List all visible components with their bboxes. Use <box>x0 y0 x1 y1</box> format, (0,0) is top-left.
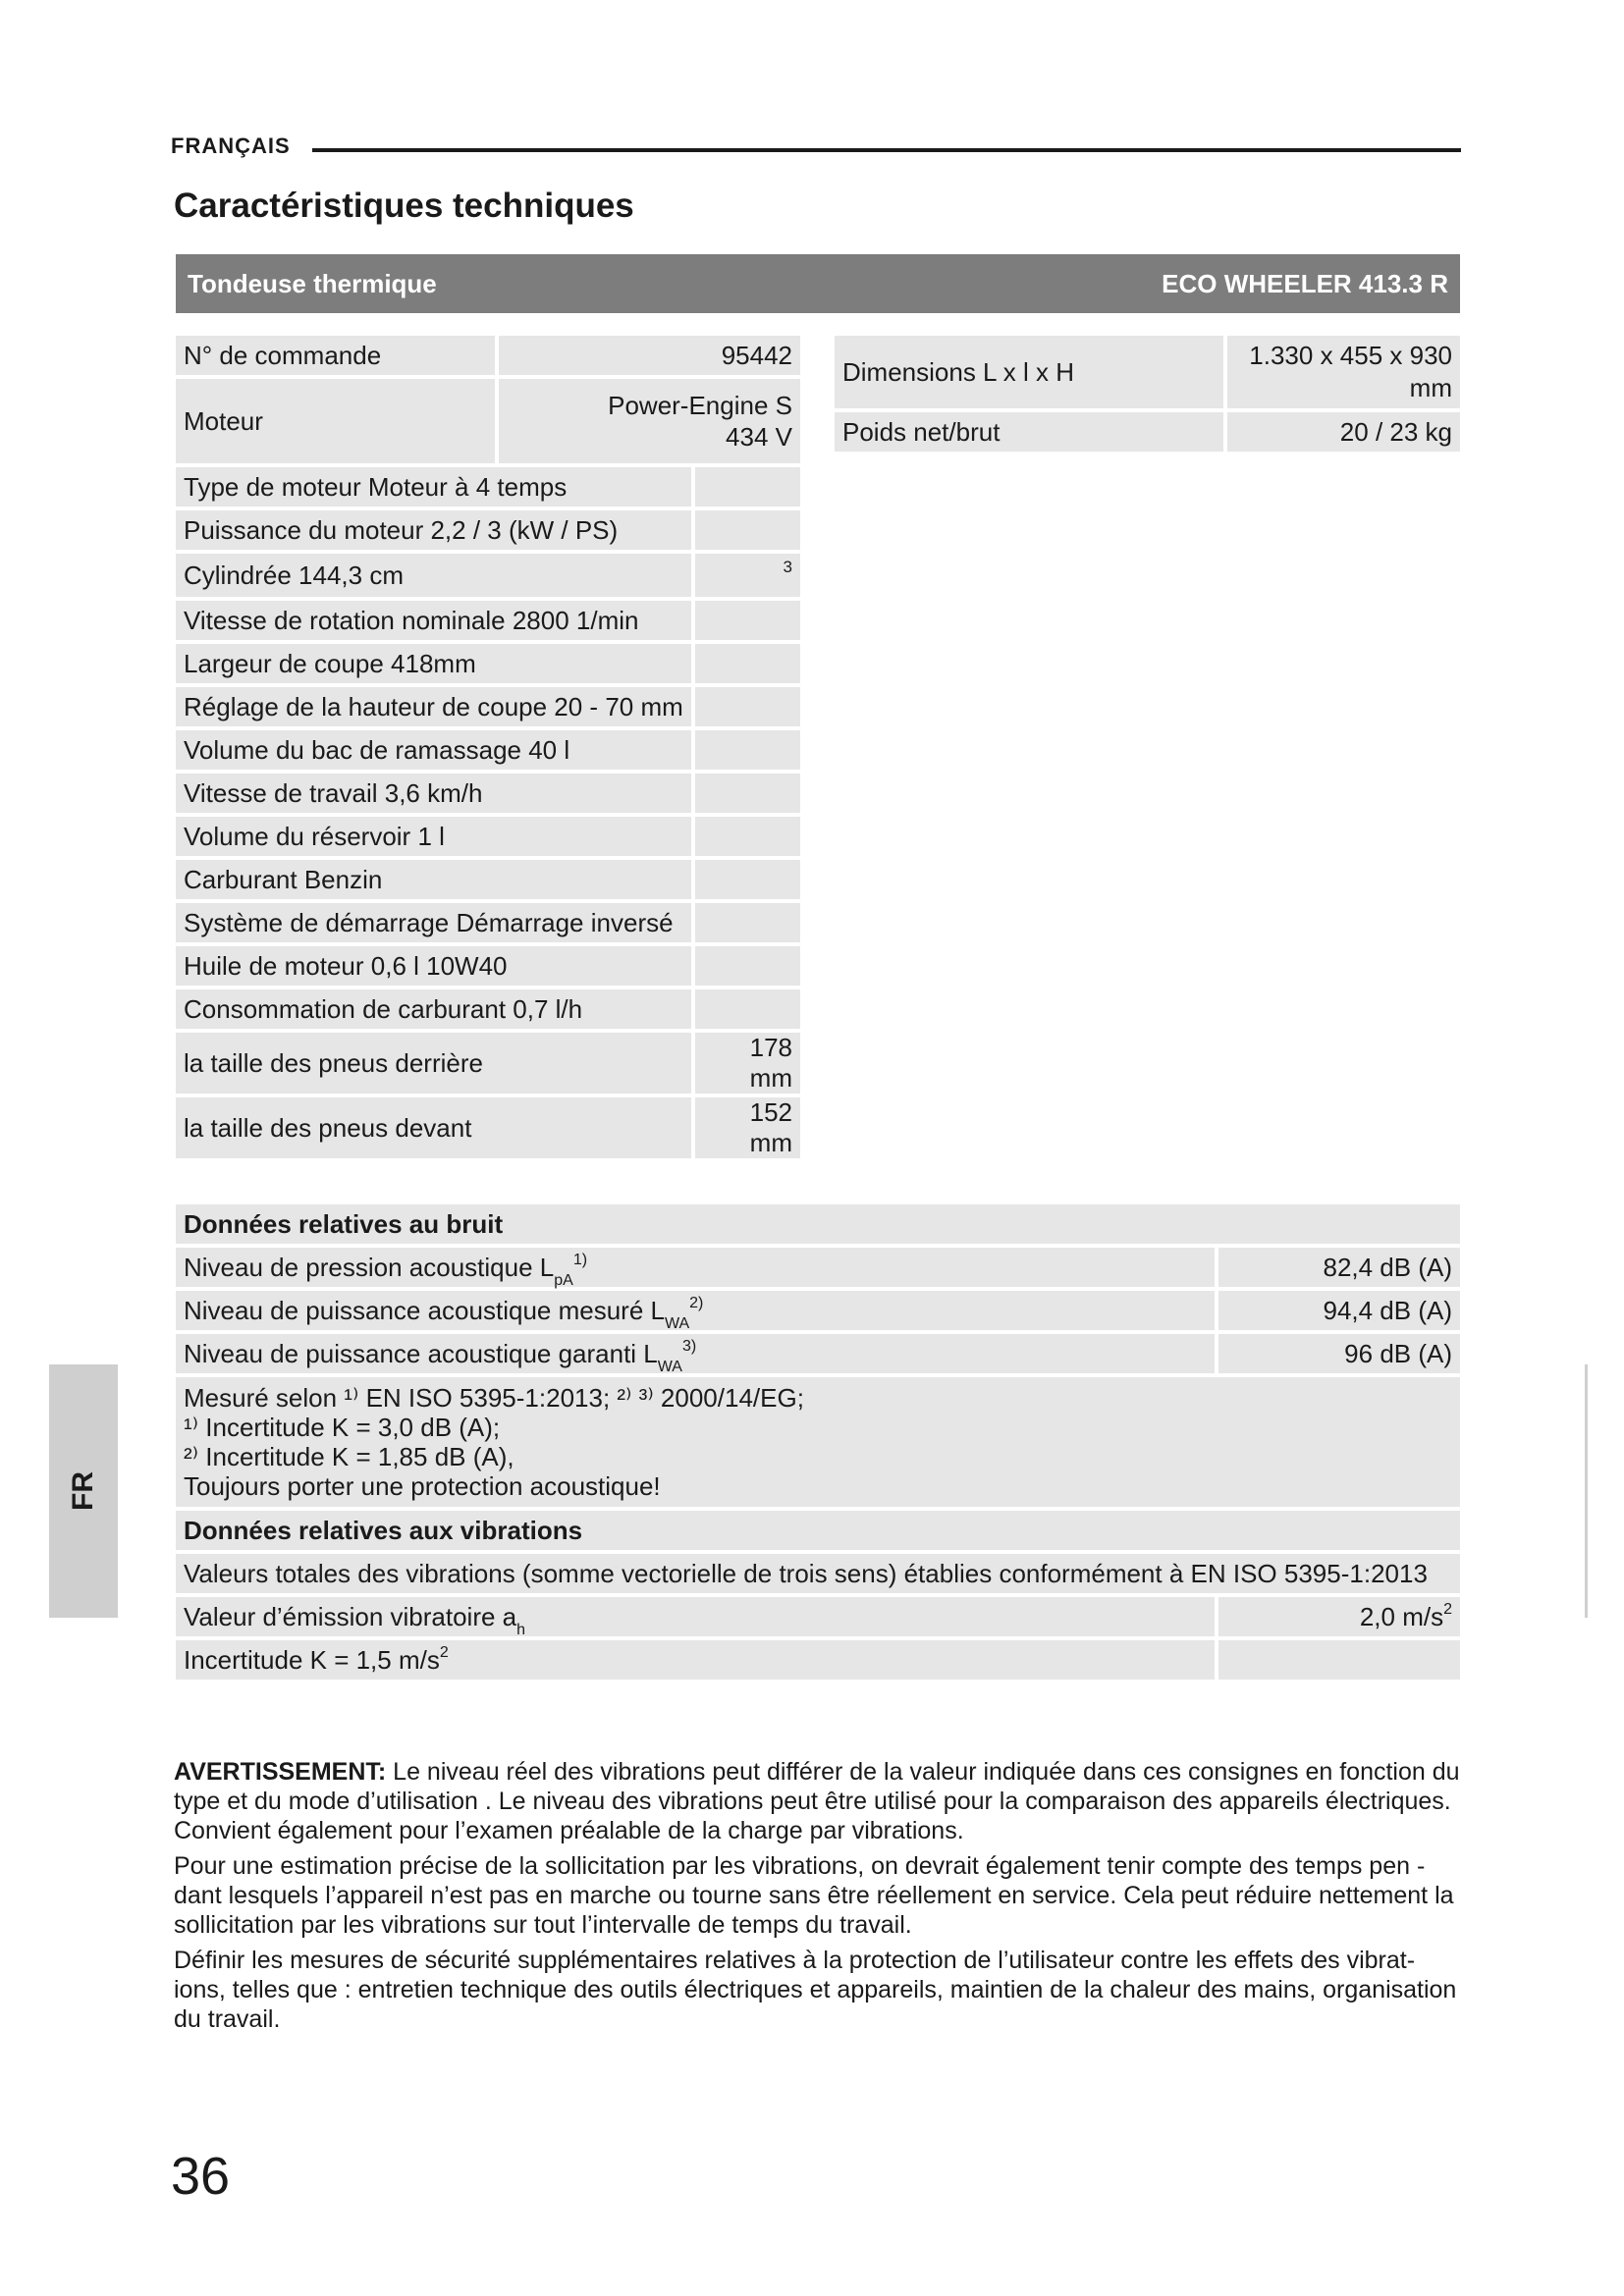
warning-paragraph: Pour une estimation précise de la sollicitation par les vibrations, on devrait également tenir compte des temps pen - dant lesquels l’appareil n’est pas en marche ou tourne sans être réellement en service. Cela peut réduire nettement la sollicitation par les vibrations sur tout l’intervalle de temps du travail. <box>174 1852 1454 1939</box>
page-title: Caractéristiques techniques <box>174 187 634 225</box>
warning-paragraph: Définir les mesures de sécurité supplémentaires relatives à la protection de l’utilisateur contre les effets des vibrat- ions, telles que : entretien technique des outils électriques et appareils, maintien de la chaleur des mains, organisation du travail. <box>174 1947 1457 2033</box>
dimensions-value <box>1223 336 1460 408</box>
vibration-emission-value: 2,0 $m/s^2$ <box>1215 1597 1460 1636</box>
noise-note: ¹⁾ Incertitude K = 3,0 dB (A); <box>184 1413 501 1442</box>
sound-power-guaranteed-label: Niveau de puissance acoustique garanti $L_{WA}^{3)}$ <box>176 1334 1215 1373</box>
table-row <box>176 467 800 507</box>
table-row <box>176 336 800 375</box>
warning-paragraph: AVERTISSEMENT: Le niveau réel des vibrations peut différer de la valeur indiquée dans ces consignes en fonction du type et du mode d’utilisation . Le niveau des vibrations peut être utilisé pour la comparaison des appareils électriques. Convient également pour l’examen préalable de la charge par vibrations. <box>174 1758 1460 1844</box>
side-edge-line <box>1585 1364 1588 1618</box>
spec-label: Réglage de la hauteur de coupe 20 - 70 mm <box>176 687 691 726</box>
order-number-label: N° de commande <box>176 336 495 375</box>
warning-block <box>174 1757 1462 2040</box>
product-model: ECO WHEELER 413.3 R <box>1162 268 1448 298</box>
noise-note: Mesuré selon ¹⁾ EN ISO 5395-1:2013; ²⁾ ³⁾ 2000/14/EG; <box>184 1383 804 1413</box>
table-row <box>176 946 800 986</box>
noise-note: Toujours porter une protection acoustique! <box>184 1471 661 1501</box>
noise-notes <box>176 1377 1460 1507</box>
vibration-emission-label: Valeur d’émission vibratoire $a_h$ <box>176 1597 1215 1636</box>
sound-power-measured-value: 94,4 dB (A) <box>1215 1291 1460 1330</box>
dimensions-weight-table <box>835 332 1460 455</box>
table-row <box>176 644 800 683</box>
table-row <box>176 1033 800 1094</box>
table-row <box>176 1204 1460 1244</box>
order-engine-table <box>176 332 800 467</box>
weight-label: Poids net/brut <box>835 412 1223 452</box>
spec-label: Carburant Benzin <box>176 860 691 899</box>
spec-label: Vitesse de rotation nominale 2800 1/min <box>176 601 691 640</box>
spec-label: la taille des pneus derrière <box>176 1033 691 1094</box>
order-number-value: 95442 <box>495 336 800 375</box>
product-type: Tondeuse thermique <box>188 268 437 298</box>
vibration-heading: Données relatives aux vibrations <box>176 1511 1460 1550</box>
table-row <box>176 510 800 550</box>
spec-label: Consommation de carburant 0,7 l/h <box>176 989 691 1029</box>
spec-label: Largeur de coupe 418mm <box>176 644 691 683</box>
page-number: 36 <box>171 2147 231 2206</box>
vibration-uncertainty-value <box>1215 1640 1460 1680</box>
spec-label: Volume du réservoir 1 l <box>176 817 691 856</box>
table-row <box>176 1248 1460 1287</box>
table-row <box>176 379 800 463</box>
table-row <box>176 1554 1460 1593</box>
sound-power-guaranteed-value: 96 dB (A) <box>1215 1334 1460 1373</box>
noise-note: ²⁾ Incertitude K = 1,85 dB (A), <box>184 1442 514 1471</box>
sound-power-measured-label: Niveau de puissance acoustique mesuré $L_{WA}^{2)}$ <box>176 1291 1215 1330</box>
spec-label: Cylindrée 144,3 cm <box>176 554 691 597</box>
engine-value <box>495 379 800 463</box>
spec-label: la taille des pneus devant <box>176 1097 691 1158</box>
table-row <box>176 989 800 1029</box>
vibration-uncertainty-label: Incertitude K = 1,5 $m/s^2$ <box>176 1640 1215 1680</box>
table-row <box>176 817 800 856</box>
spec-value <box>691 510 800 550</box>
spec-value: 178 mm <box>691 1033 800 1094</box>
spec-value <box>691 903 800 942</box>
language-side-tab <box>49 1364 118 1618</box>
engine-value-line1: Power-Engine S <box>608 391 792 420</box>
spec-label: Type de moteur Moteur à 4 temps <box>176 467 691 507</box>
language-label: FRANÇAIS <box>171 133 291 158</box>
table-row <box>176 1377 1460 1507</box>
table-row <box>835 336 1460 408</box>
header-rule <box>312 148 1461 152</box>
dimensions-value-line2: mm <box>1409 373 1452 402</box>
sound-pressure-label: Niveau de pression acoustique $L_{pA}^{1)}$ <box>176 1248 1215 1287</box>
sound-pressure-value: 82,4 dB (A) <box>1215 1248 1460 1287</box>
weight-value: 20 / 23 kg <box>1223 412 1460 452</box>
table-row <box>176 860 800 899</box>
table-row <box>176 1334 1460 1373</box>
spec-label: Volume du bac de ramassage 40 l <box>176 730 691 770</box>
warning-label: AVERTISSEMENT: <box>174 1758 387 1786</box>
table-row <box>176 1597 1460 1636</box>
table-row <box>176 774 800 813</box>
table-row <box>176 1291 1460 1330</box>
spec-value <box>691 860 800 899</box>
spec-value <box>691 730 800 770</box>
vibration-total-label: Valeurs totales des vibrations (somme vectorielle de trois sens) établies conformément à EN ISO 5395-1:2013 <box>176 1554 1460 1593</box>
spec-value <box>691 989 800 1029</box>
spec-value <box>691 946 800 986</box>
specs-table <box>176 463 800 1162</box>
spec-label: Système de démarrage Démarrage inversé <box>176 903 691 942</box>
spec-value: 3 <box>691 554 800 597</box>
dimensions-label: Dimensions L x l x H <box>835 336 1223 408</box>
noise-vibration-table <box>176 1201 1460 1683</box>
dimensions-value-line1: 1.330 x 455 x 930 <box>1249 341 1452 370</box>
spec-value <box>691 774 800 813</box>
table-row <box>176 1097 800 1158</box>
spec-value <box>691 817 800 856</box>
table-row <box>176 903 800 942</box>
spec-label: Vitesse de travail 3,6 km/h <box>176 774 691 813</box>
spec-value <box>691 687 800 726</box>
spec-label: Huile de moteur 0,6 l 10W40 <box>176 946 691 986</box>
engine-label: Moteur <box>176 379 495 463</box>
spec-label: Puissance du moteur 2,2 / 3 (kW / PS) <box>176 510 691 550</box>
table-row <box>176 601 800 640</box>
engine-value-line2: 434 V <box>726 422 792 452</box>
table-row <box>835 412 1460 452</box>
spec-value <box>691 644 800 683</box>
noise-heading: Données relatives au bruit <box>176 1204 1460 1244</box>
table-row <box>176 1511 1460 1550</box>
table-row <box>176 1640 1460 1680</box>
table-row <box>176 687 800 726</box>
side-tab-label: FR <box>67 1471 99 1511</box>
spec-value <box>691 467 800 507</box>
table-row <box>176 730 800 770</box>
spec-value: 152 mm <box>691 1097 800 1158</box>
spec-value <box>691 601 800 640</box>
product-bar <box>176 254 1460 313</box>
table-row <box>176 554 800 597</box>
